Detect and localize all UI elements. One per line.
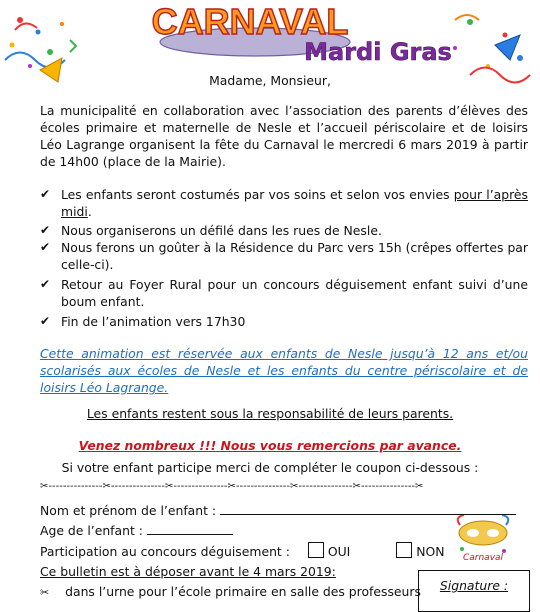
call-to-action: Venez nombreux !!! Nous vous remercions par avance.: [78, 438, 462, 453]
bullet-text: Nous organiserons un défilé dans les rues de Nesle.: [61, 223, 382, 238]
bullet-text: Les enfants seront costumés par vos soins et selon vos envies: [61, 187, 454, 202]
eligibility-notice: Cette animation est réservée aux enfants de Nesle jusqu’à 12 ans et/ou scolarisés aux écoles de Nesle et les enfants du centre périscolaire et de loisirs Léo Lagrange.: [40, 346, 528, 395]
signature-label: Signature :: [439, 578, 509, 593]
non-label: NON: [416, 544, 445, 559]
signature-box[interactable]: [418, 570, 530, 612]
oui-label: OUI: [327, 544, 351, 559]
banner-title: CARNAVAL: [151, 1, 349, 42]
checkmark-icon: ✔: [40, 240, 51, 254]
checkmark-icon: ✔: [40, 187, 51, 201]
contest-label: Participation au concours déguisement :: [40, 544, 290, 559]
bullet-text: Nous ferons un goûter à la Résidence du Parc vers 15h (crêpes offertes par celle-ci).: [61, 240, 528, 272]
scissors-bullet-icon: ✂: [40, 586, 50, 599]
age-label: Age de l’enfant :: [40, 523, 143, 538]
oui-checkbox[interactable]: [308, 542, 324, 558]
mask-label: Carnaval: [462, 553, 504, 563]
bullet-underlined-text: pour l’après midi: [61, 187, 528, 219]
contest-row: [40, 542, 445, 560]
drop-item: [40, 583, 421, 601]
bullet-text: Fin de l’animation vers 17h30: [61, 314, 246, 329]
drop-item-text: dans l’urne pour l’école primaire en salle des professeurs: [65, 584, 421, 599]
checkmark-icon: ✔: [40, 223, 51, 237]
age-row: [40, 522, 233, 539]
coupon-intro: Si votre enfant participe merci de compléter le coupon ci-dessous :: [61, 460, 479, 475]
name-field[interactable]: [220, 502, 516, 515]
responsibility-notice: Les enfants restent sous la responsabilité de leurs parents.: [86, 406, 454, 421]
non-checkbox[interactable]: [396, 542, 412, 558]
carnival-mask-image: [452, 515, 514, 565]
bullet-text: Retour au Foyer Rural pour un concours déguisement enfant suivi d’une boum enfant.: [61, 277, 528, 309]
name-row: [40, 502, 516, 519]
cut-line: ✂---------------✂---------------✂---------------✂---------------✂---------------✂---------------✂: [40, 481, 424, 492]
intro-paragraph: La municipalité en collaboration avec l’association des parents d’élèves des écoles primaire et maternelle de Nesle et l’accueil périscolaire et de loisirs Léo Lagrange organisent la fête du Carnaval le mercredi 6 mars 2019 à partir de 14h00 (place de la Mairie).: [40, 103, 528, 169]
checkmark-icon: ✔: [40, 277, 51, 291]
deadline-notice: Ce bulletin est à déposer avant le 4 mars 2019:: [40, 564, 336, 579]
age-field[interactable]: [147, 522, 233, 535]
banner-subtitle: Mardi Gras: [304, 38, 452, 66]
name-label: Nom et prénom de l’enfant :: [40, 503, 217, 518]
checkmark-icon: ✔: [40, 314, 51, 328]
greeting: Madame, Monsieur,: [209, 73, 331, 88]
